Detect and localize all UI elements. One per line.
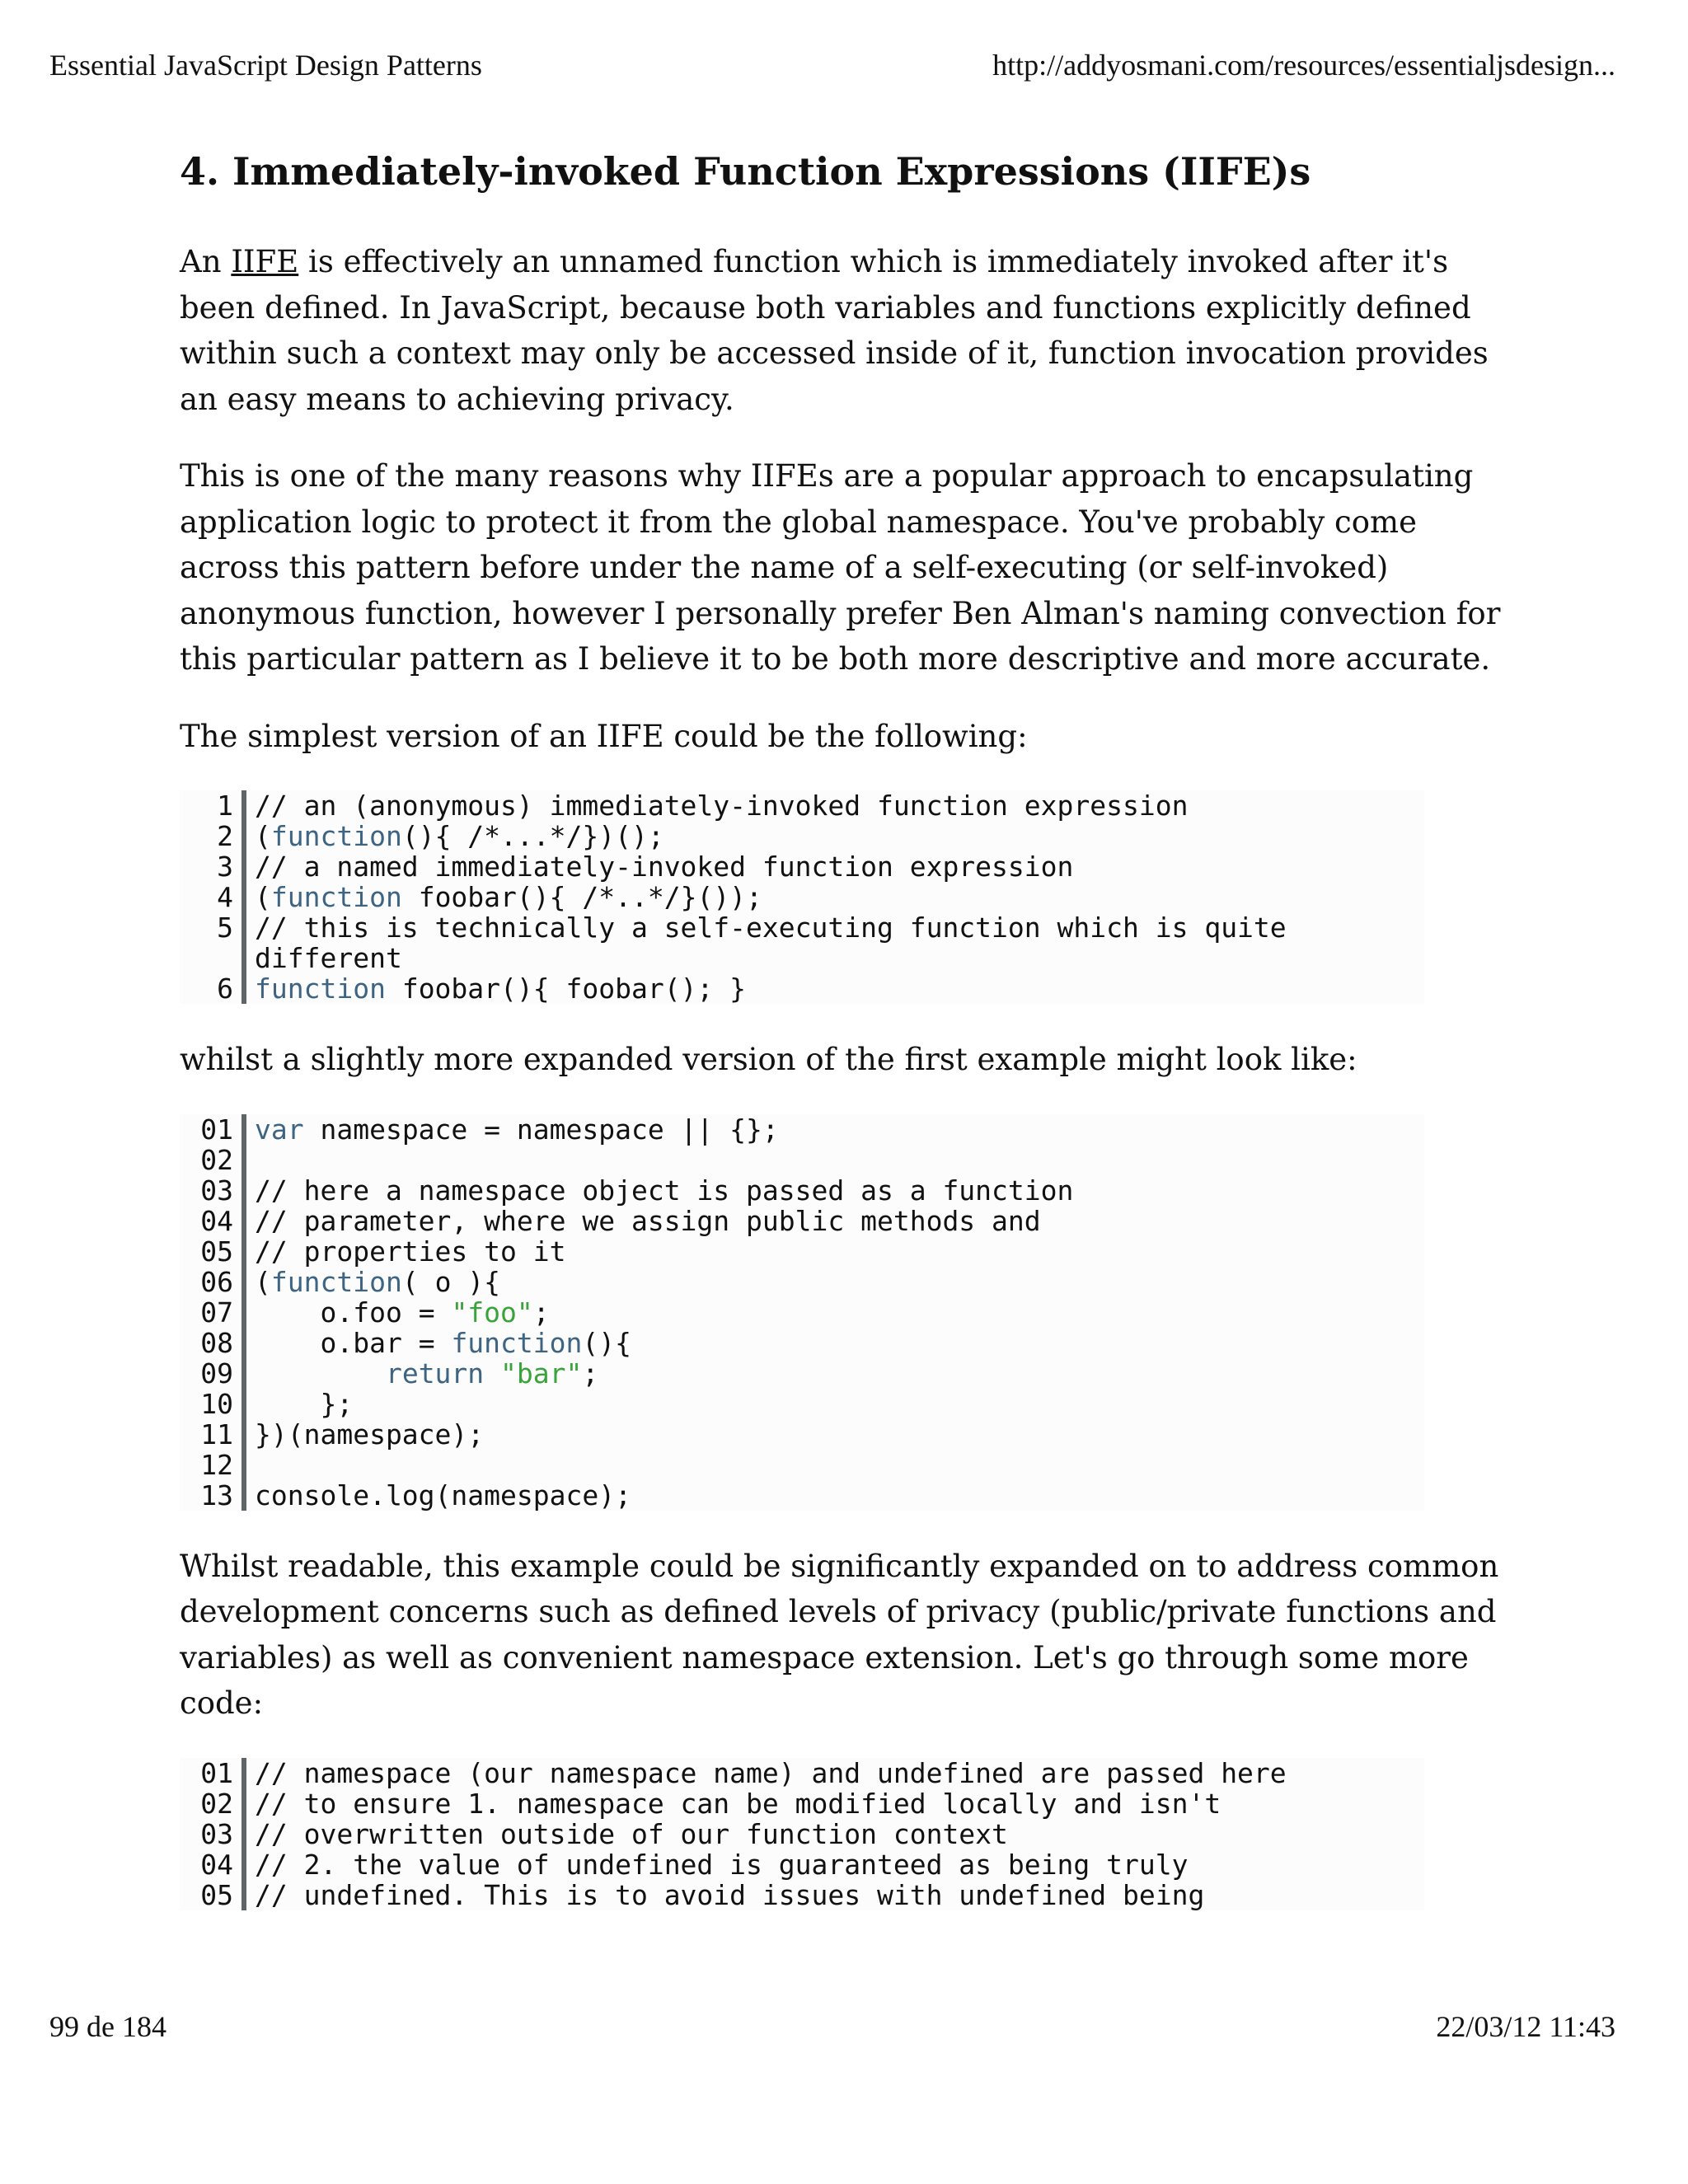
paragraph-intro — [180, 239, 1507, 422]
code-line — [180, 1358, 1424, 1389]
line-number: 06 — [180, 1267, 246, 1297]
line-number: 13 — [180, 1480, 246, 1511]
code-token: (){ — [582, 1326, 631, 1359]
code-block-namespace-comments — [180, 1758, 1424, 1910]
code-text — [246, 1297, 1424, 1328]
code-text — [246, 973, 1424, 1004]
code-keyword: var — [255, 1113, 304, 1146]
code-token — [484, 1357, 500, 1390]
code-token: foobar(){ /*..*/}()); — [401, 881, 762, 913]
code-text — [246, 1145, 1424, 1175]
line-number: 03 — [180, 1819, 246, 1849]
code-token: ( o ){ — [401, 1265, 501, 1298]
code-text — [246, 1236, 1424, 1267]
code-text — [246, 1328, 1424, 1358]
print-footer — [49, 2009, 1615, 2050]
code-token: ; — [532, 1296, 550, 1329]
line-number: 01 — [180, 1114, 246, 1145]
code-line — [180, 1450, 1424, 1480]
paragraph-expanded: whilst a slightly more expanded version of the first example might look like: — [180, 1042, 1357, 1077]
code-keyword: function — [255, 972, 386, 1005]
line-number: 02 — [180, 1788, 246, 1819]
code-text — [246, 1114, 1424, 1145]
code-line — [180, 882, 1424, 912]
code-text — [246, 1206, 1424, 1236]
code-token: console.log(namespace); — [255, 1479, 631, 1511]
page-url: http://addyosmani.com/resources/essentialjsdesign... — [992, 49, 1615, 82]
line-number: 12 — [180, 1450, 246, 1480]
line-number: 10 — [180, 1389, 246, 1419]
code-string: "foo" — [451, 1296, 533, 1329]
code-text — [246, 1849, 1424, 1880]
code-keyword: function — [270, 881, 402, 913]
code-line — [180, 1114, 1424, 1145]
code-token: // parameter, where we assign public methods and — [255, 1204, 1041, 1237]
line-number: 5 — [180, 912, 246, 973]
line-number: 04 — [180, 1849, 246, 1880]
code-keyword: function — [451, 1326, 583, 1359]
print-header — [49, 48, 1615, 89]
code-line — [180, 1145, 1424, 1175]
code-token — [255, 1449, 271, 1481]
paragraph-why-iife: This is one of the many reasons why IIFEs are a popular approach to encapsulating application logic to protect it from the global namespace. You've probably come across this pattern before under the name of a self-executing (or self-invoked) anonymous function, however I personally prefer Ben Alman's naming convection for this particular pattern as I believe it to be both more descriptive and more accurate. — [180, 458, 1501, 677]
code-line — [180, 1236, 1424, 1267]
article-content — [180, 140, 1515, 1943]
code-token: // to ensure 1. namespace can be modified locally and isn't — [255, 1787, 1221, 1820]
code-token: // properties to it — [255, 1235, 566, 1268]
code-token: foobar(){ foobar(); } — [385, 972, 747, 1005]
code-text — [246, 1758, 1424, 1788]
code-line — [180, 1819, 1424, 1849]
line-number: 6 — [180, 973, 246, 1004]
code-text — [246, 1175, 1424, 1206]
code-text — [246, 790, 1424, 821]
paragraph-text: is effectively an unnamed function which is immediately invoked after it's been defined. In JavaScript, because both variables and functions explicitly defined within such a context may only be accessed inside of it, function invocation provides an easy means to achieving privacy. — [180, 244, 1489, 417]
code-block-namespace-example — [180, 1114, 1424, 1511]
code-token: ( — [255, 881, 271, 913]
code-line — [180, 1175, 1424, 1206]
code-token: (){ /*...*/})(); — [401, 820, 664, 852]
line-number: 09 — [180, 1358, 246, 1389]
code-text — [246, 1419, 1424, 1450]
code-line — [180, 851, 1424, 882]
line-number: 02 — [180, 1145, 246, 1175]
code-token — [255, 1357, 386, 1390]
code-line — [180, 1758, 1424, 1788]
code-token: // an (anonymous) immediately-invoked function expression — [255, 790, 1189, 822]
code-text — [246, 821, 1424, 851]
code-token: // undefined. This is to avoid issues with undefined being — [255, 1878, 1205, 1911]
code-text — [246, 1880, 1424, 1910]
section-title: 4. Immediately-invoked Function Expressions (IIFE)s — [180, 149, 1311, 194]
code-token: })(namespace); — [255, 1418, 485, 1451]
line-number: 04 — [180, 1206, 246, 1236]
code-line — [180, 912, 1424, 973]
code-block-simple-iife — [180, 790, 1424, 1004]
line-number: 1 — [180, 790, 246, 821]
code-token: // a named immediately-invoked function expression — [255, 851, 1074, 883]
line-number: 11 — [180, 1419, 246, 1450]
code-line — [180, 1788, 1424, 1819]
line-number: 3 — [180, 851, 246, 882]
line-number: 03 — [180, 1175, 246, 1206]
print-datetime: 22/03/12 11:43 — [1436, 2010, 1615, 2043]
code-line — [180, 1206, 1424, 1236]
line-number: 01 — [180, 1758, 246, 1788]
code-token: namespace = namespace || {}; — [303, 1113, 779, 1146]
code-line — [180, 1849, 1424, 1880]
code-line — [180, 1297, 1424, 1328]
code-line — [180, 1480, 1424, 1511]
code-token: ( — [255, 820, 271, 852]
line-number: 08 — [180, 1328, 246, 1358]
iife-link[interactable]: IIFE — [231, 244, 299, 279]
code-token: // this is technically a self-executing function which is quite different — [255, 912, 1287, 974]
code-text — [246, 1819, 1424, 1849]
code-text — [246, 1267, 1424, 1297]
code-line — [180, 1389, 1424, 1419]
code-token: // overwritten outside of our function context — [255, 1817, 1008, 1850]
document-title: Essential JavaScript Design Patterns — [49, 49, 482, 82]
code-token: ( — [255, 1265, 271, 1298]
code-line — [180, 1267, 1424, 1297]
line-number: 4 — [180, 882, 246, 912]
code-token: // namespace (our namespace name) and undefined are passed here — [255, 1756, 1287, 1789]
code-line — [180, 1328, 1424, 1358]
code-text — [246, 1480, 1424, 1511]
paragraph-more-code: Whilst readable, this example could be significantly expanded on to address common development concerns such as defined levels of privacy (public/private functions and variables) as well as convenient namespace extension. Let's go through some more code: — [180, 1548, 1499, 1721]
code-token: o.bar = — [255, 1326, 452, 1359]
line-number: 05 — [180, 1236, 246, 1267]
code-token: }; — [255, 1387, 354, 1420]
paragraph-simplest: The simplest version of an IIFE could be the following: — [180, 718, 1028, 754]
code-line — [180, 1880, 1424, 1910]
code-text — [246, 851, 1424, 882]
code-text — [246, 1389, 1424, 1419]
code-token: // 2. the value of undefined is guaranteed as being truly — [255, 1848, 1189, 1881]
code-line — [180, 821, 1424, 851]
code-token: ; — [582, 1357, 599, 1390]
paragraph-text: An — [180, 244, 232, 279]
line-number: 07 — [180, 1297, 246, 1328]
code-line — [180, 790, 1424, 821]
line-number: 2 — [180, 821, 246, 851]
line-number: 05 — [180, 1880, 246, 1910]
code-text — [246, 1788, 1424, 1819]
code-keyword: return — [385, 1357, 485, 1390]
code-line — [180, 1419, 1424, 1450]
code-string: "bar" — [500, 1357, 583, 1390]
code-text — [246, 912, 1424, 973]
code-text — [246, 1358, 1424, 1389]
page-number: 99 de 184 — [49, 2010, 166, 2043]
code-token: o.foo = — [255, 1296, 452, 1329]
code-text — [246, 1450, 1424, 1480]
code-text — [246, 882, 1424, 912]
code-token — [255, 1144, 271, 1176]
code-keyword: function — [270, 820, 402, 852]
code-line — [180, 973, 1424, 1004]
code-keyword: function — [270, 1265, 402, 1298]
code-token: // here a namespace object is passed as a function — [255, 1174, 1074, 1207]
